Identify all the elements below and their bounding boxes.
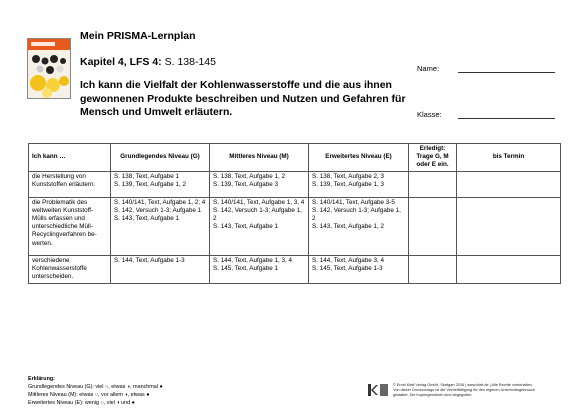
class-label: Klasse:: [417, 110, 442, 119]
cell-text-line: die Herstellung von Kunststoffen erläutern.: [32, 172, 96, 188]
legend-line-g: Grundlegendes Niveau (G): viel ○, etwas ◑, manchmal ●: [28, 384, 163, 390]
cell-text-line: S. 142, Versuch 1-3; Aufgabe 1: [114, 206, 202, 214]
header-termin: bis Termin: [457, 144, 561, 172]
cell-text-line: S. 143, Text, Aufgabe 1: [213, 223, 279, 231]
table-row: [29, 171, 561, 197]
cell-text-line: S. 140/141, Text, Aufgabe 1, 2; 4: [114, 198, 206, 206]
copyright-line: © Ernst Klett Verlag GmbH, Stuttgart 2016 | www.klett.de | Alle Rechte vorbehalten: [393, 383, 532, 387]
cell-text-line: S. 139, Text, Aufgabe 1, 3: [312, 180, 385, 188]
table-row: [29, 197, 561, 255]
cell-text-line: S. 144, Text, Aufgabe 3, 4: [312, 256, 385, 264]
name-label: Name:: [417, 64, 440, 73]
cell-grundlegend: [111, 171, 210, 197]
header-erweitert: Erweitertes Niveau (E): [309, 144, 409, 172]
cell-text-line: S. 144, Text, Aufgabe 1, 3, 4: [213, 256, 293, 264]
header-ich-kann: Ich kann …: [29, 144, 111, 172]
cell-ich-kann: [29, 255, 111, 283]
cell-erweitert: [309, 197, 409, 255]
cell-text-line: die Problematik des weltweiten Kunststoff-Mülls erfassen und unterschiedliche Müll-Recyclingverfahren be-werten.: [32, 198, 97, 247]
learning-plan-table: [28, 143, 561, 284]
cell-text-line: S. 140/141, Text, Aufgabe 3-5: [312, 198, 395, 206]
cell-ich-kann: [29, 171, 111, 197]
book-cover-image: [27, 38, 71, 99]
copyright-line: gestattet. Die Kopiergebühren sind abgegolten.: [393, 393, 473, 398]
chapter-pages: S. 138-145: [161, 56, 216, 68]
cell-text-line: S. 142, Versuch 1-3; Aufgabe 1, 2: [312, 206, 401, 223]
table-header-row: [29, 144, 561, 172]
cell-erweitert: [309, 255, 409, 283]
legend: [28, 375, 163, 407]
cell-termin[interactable]: [457, 197, 561, 255]
chapter-line: [80, 56, 216, 68]
cell-text-line: S. 138, Text, Aufgabe 1: [114, 172, 180, 180]
cell-ich-kann: [29, 197, 111, 255]
header-mittel: Mittleres Niveau (M): [210, 144, 309, 172]
cell-mittel: [210, 171, 309, 197]
legend-line-m: Mittleres Niveau (M): etwas ○, vor allem ◑, etwas ●: [28, 392, 150, 398]
cell-text-line: S. 139, Text, Aufgabe 1, 2: [114, 180, 187, 188]
cell-text-line: S. 142, Versuch 1-3; Aufgabe 1, 2: [213, 206, 302, 223]
header-grundlegend: Grundlegendes Niveau (G): [111, 144, 210, 172]
copyright-notice: [393, 383, 573, 399]
cell-text-line: S. 138, Text, Aufgabe 2, 3: [312, 172, 385, 180]
cell-termin[interactable]: [457, 171, 561, 197]
cell-text-line: S. 145, Text, Aufgabe 1: [213, 264, 279, 272]
header-erledigt: Erledigt: Trage G, M oder E ein.: [409, 144, 457, 172]
legend-line-e: Erweitertes Niveau (E): wenig ○, viel ◑ und ●: [28, 400, 135, 406]
cell-text-line: S. 138, Text, Aufgabe 1, 2: [213, 172, 286, 180]
class-field[interactable]: [458, 118, 555, 119]
cell-text-line: S. 144, Text, Aufgabe 1-3: [114, 256, 185, 264]
cell-grundlegend: [111, 255, 210, 283]
cell-grundlegend: [111, 197, 210, 255]
cell-text-line: S. 145, Text, Aufgabe 1-3: [312, 264, 383, 272]
cell-erledigt[interactable]: [409, 255, 457, 283]
cell-erledigt[interactable]: [409, 197, 457, 255]
legend-title: Erklärung:: [28, 376, 55, 382]
table-row: [29, 255, 561, 283]
cell-text-line: verschiedene Kohlenwasserstoffe unterscheiden.: [32, 256, 87, 281]
cell-mittel: [210, 255, 309, 283]
copyright-line: Von dieser Druckvorlage ist die Vervielfältigung für den eigenen Unterrichtsgebrauch: [393, 388, 535, 393]
name-field[interactable]: [458, 72, 555, 73]
learning-statement: Ich kann die Vielfalt der Kohlenwasserstoffe und die aus ihnen gewonnenen Produkte beschreiben und Nutzen und Gefahren für Mensch und Umwelt erläutern.: [80, 79, 406, 118]
page-title: Mein PRISMA-Lernplan: [80, 30, 196, 42]
cell-erweitert: [309, 171, 409, 197]
cell-erledigt[interactable]: [409, 171, 457, 197]
klett-logo-icon: [367, 383, 389, 402]
cell-text-line: S. 140/141, Text, Aufgabe 1, 3, 4: [213, 198, 305, 206]
cell-text-line: S. 143, Text, Aufgabe 1, 2: [312, 223, 385, 231]
cell-termin[interactable]: [457, 255, 561, 283]
chapter-label: Kapitel 4, LFS 4:: [80, 56, 162, 68]
cell-text-line: S. 139, Text, Aufgabe 3: [213, 180, 279, 188]
cell-mittel: [210, 197, 309, 255]
cell-text-line: S. 143, Text, Aufgabe 1: [114, 215, 180, 223]
